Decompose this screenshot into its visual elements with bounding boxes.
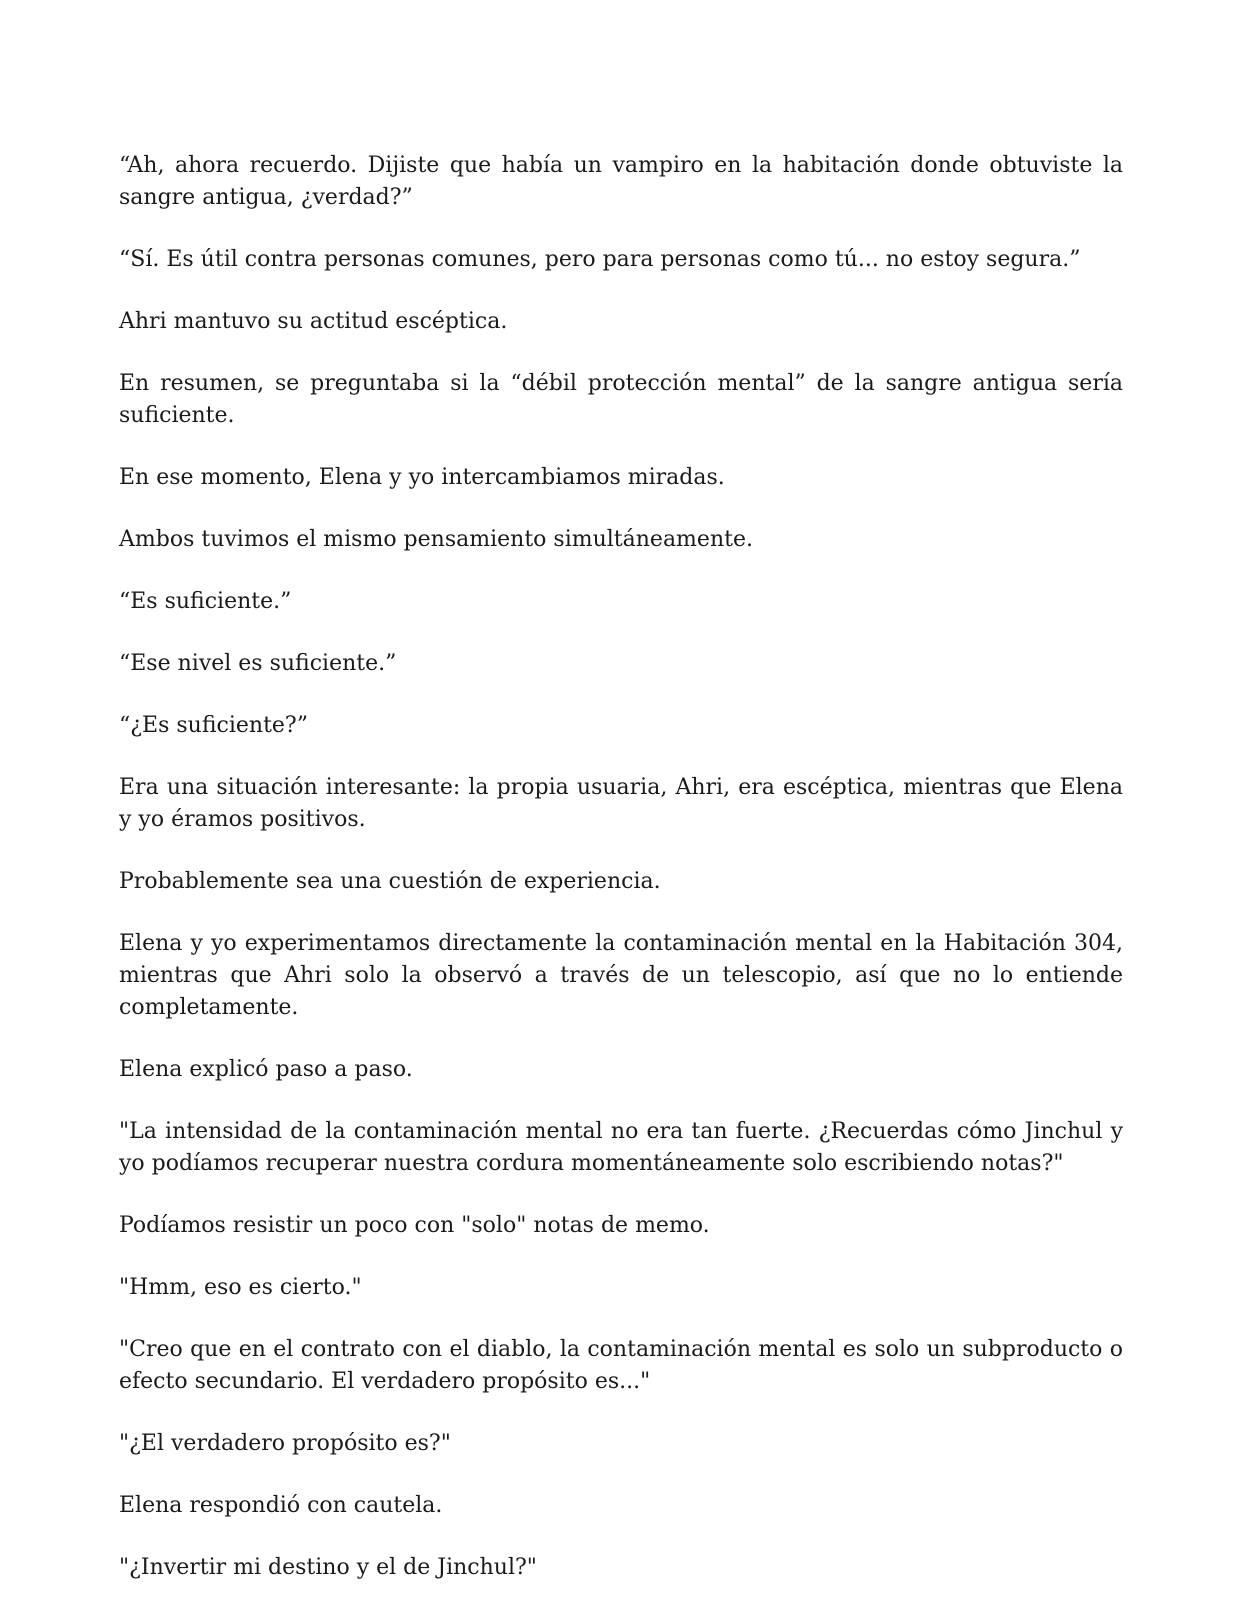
paragraph: Ahri mantuvo su actitud escéptica. xyxy=(119,309,508,334)
paragraph: Probablemente sea una cuestión de experiencia. xyxy=(119,869,661,894)
paragraph: "¿Invertir mi destino y el de Jinchul?" xyxy=(119,1555,537,1580)
paragraph: Ambos tuvimos el mismo pensamiento simultáneamente. xyxy=(119,527,753,552)
paragraph: “Ah, ahora recuerdo. Dijiste que había un vampiro en la habitación donde obtuviste la sangre antigua, ¿verdad?” xyxy=(119,153,1123,210)
paragraph: Elena respondió con cautela. xyxy=(119,1493,443,1518)
paragraph: Podíamos resistir un poco con "solo" notas de memo. xyxy=(119,1213,710,1238)
paragraph: "Hmm, eso es cierto." xyxy=(119,1275,362,1300)
document-page xyxy=(119,150,1123,1614)
paragraph: Era una situación interesante: la propia usuaria, Ahri, era escéptica, mientras que Elena y yo éramos positivos. xyxy=(119,775,1123,832)
paragraph: "Creo que en el contrato con el diablo, la contaminación mental es solo un subproducto o efecto secundario. El verdadero propósito es..." xyxy=(119,1337,1123,1394)
paragraph: “Sí. Es útil contra personas comunes, pero para personas como tú... no estoy segura.” xyxy=(119,247,1081,272)
paragraph: "¿El verdadero propósito es?" xyxy=(119,1431,451,1456)
paragraph: “Ese nivel es suficiente.” xyxy=(119,651,397,676)
paragraph: En resumen, se preguntaba si la “débil protección mental” de la sangre antigua sería suficiente. xyxy=(119,371,1123,428)
paragraph: “¿Es suficiente?” xyxy=(119,713,308,738)
paragraph: “Es suficiente.” xyxy=(119,589,292,614)
paragraph: Elena explicó paso a paso. xyxy=(119,1057,413,1082)
paragraph: "La intensidad de la contaminación mental no era tan fuerte. ¿Recuerdas cómo Jinchul y yo podíamos recuperar nuestra cordura momentáneamente solo escribiendo notas?" xyxy=(119,1119,1123,1176)
paragraph: En ese momento, Elena y yo intercambiamos miradas. xyxy=(119,465,725,490)
paragraph: Elena y yo experimentamos directamente la contaminación mental en la Habitación 304, mientras que Ahri solo la observó a través de un telescopio, así que no lo entiende completamente. xyxy=(119,931,1123,1020)
